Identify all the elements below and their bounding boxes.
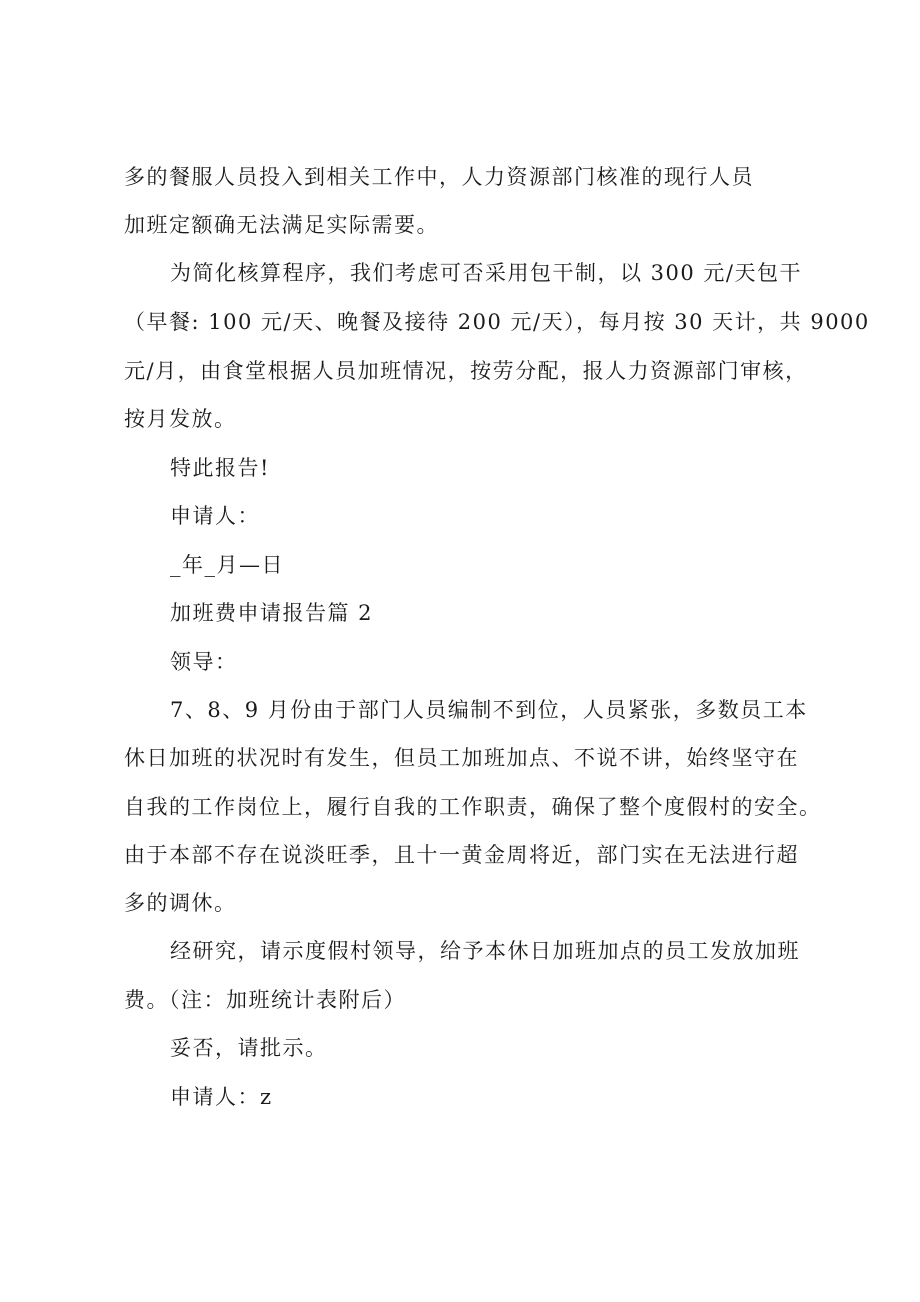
date-line: _年_月—日 (170, 553, 284, 577)
closing-statement: 特此报告! (170, 456, 270, 480)
paragraph-line: 多的餐服人员投入到相关工作中，人力资源部门核准的现行人员 (124, 165, 754, 189)
paragraph-line: 加班定额确无法满足实际需要。 (124, 213, 439, 237)
applicant-label: 申请人： (170, 504, 260, 528)
salutation: 领导： (170, 650, 238, 674)
paragraph-line: （早餐: 100 元/天、晚餐及接待 200 元/天），每月按 30 天计，共 9000 (124, 310, 870, 334)
paragraph-line: 休日加班的状况时有发生，但员工加班加点、不说不讲，始终坚守在 (124, 746, 799, 770)
paragraph-line: 由于本部不存在说淡旺季，且十一黄金周将近，部门实在无法进行超 (124, 843, 799, 867)
paragraph-line: 元/月，由食堂根据人员加班情况，按劳分配，报人力资源部门审核， (124, 359, 808, 383)
paragraph-line: 自我的工作岗位上，履行自我的工作职责，确保了整个度假村的安全。 (124, 795, 822, 819)
section-title: 加班费申请报告篇 2 (170, 601, 374, 625)
paragraph-line: 为简化核算程序，我们考虑可否采用包干制，以 300 元/天包干 (170, 261, 803, 285)
paragraph-line: 费。（注：加班统计表附后） (124, 988, 406, 1012)
paragraph-line: 7、8、9 月份由于部门人员编制不到位，人员紧张，多数员工本 (170, 698, 808, 722)
approval-request: 妥否，请批示。 (170, 1036, 328, 1060)
paragraph-line: 按月发放。 (124, 407, 237, 431)
paragraph-line: 经研究，请示度假村领导，给予本休日加班加点的员工发放加班 (170, 939, 800, 963)
applicant-signature: 申请人：z (170, 1085, 273, 1109)
paragraph-line: 多的调休。 (124, 891, 237, 915)
